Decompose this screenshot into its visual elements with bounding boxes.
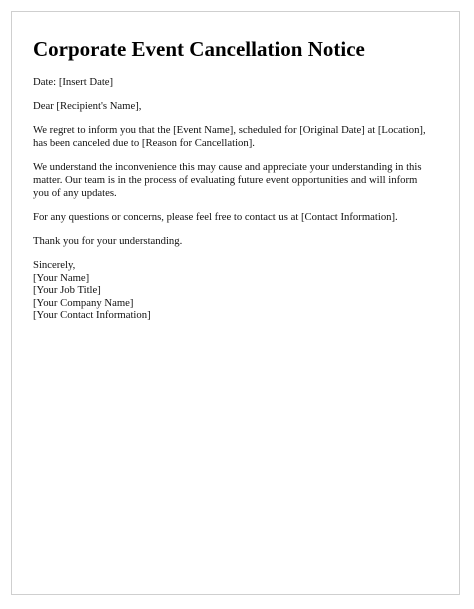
page-title: Corporate Event Cancellation Notice bbox=[33, 37, 365, 61]
letter-page bbox=[11, 11, 460, 595]
date-line: Date: [Insert Date] bbox=[33, 76, 114, 88]
body-paragraph-apology: We understand the inconvenience this may cause and appreciate your understanding in this matter. Our team is in the process of evaluating future event opportunities and will inform you of any updates. bbox=[33, 161, 422, 199]
letter-content bbox=[33, 36, 435, 322]
signature-closing: Sincerely, bbox=[33, 259, 76, 271]
body-paragraph-thanks: Thank you for your understanding. bbox=[33, 235, 183, 247]
body-paragraph-contact: For any questions or concerns, please feel free to contact us at [Contact Information]. bbox=[33, 211, 398, 223]
signature-contact: [Your Contact Information] bbox=[33, 309, 151, 321]
signature-company: [Your Company Name] bbox=[33, 296, 134, 309]
signature-job-title: [Your Job Title] bbox=[33, 284, 101, 296]
signature-name: [Your Name] bbox=[33, 271, 90, 284]
body-paragraph-notice: We regret to inform you that the [Event Name], scheduled for [Original Date] at [Location], has been canceled due to [Reason for Cancellation]. bbox=[33, 124, 426, 149]
signature-block bbox=[33, 259, 435, 322]
greeting: Dear [Recipient's Name], bbox=[33, 100, 142, 112]
